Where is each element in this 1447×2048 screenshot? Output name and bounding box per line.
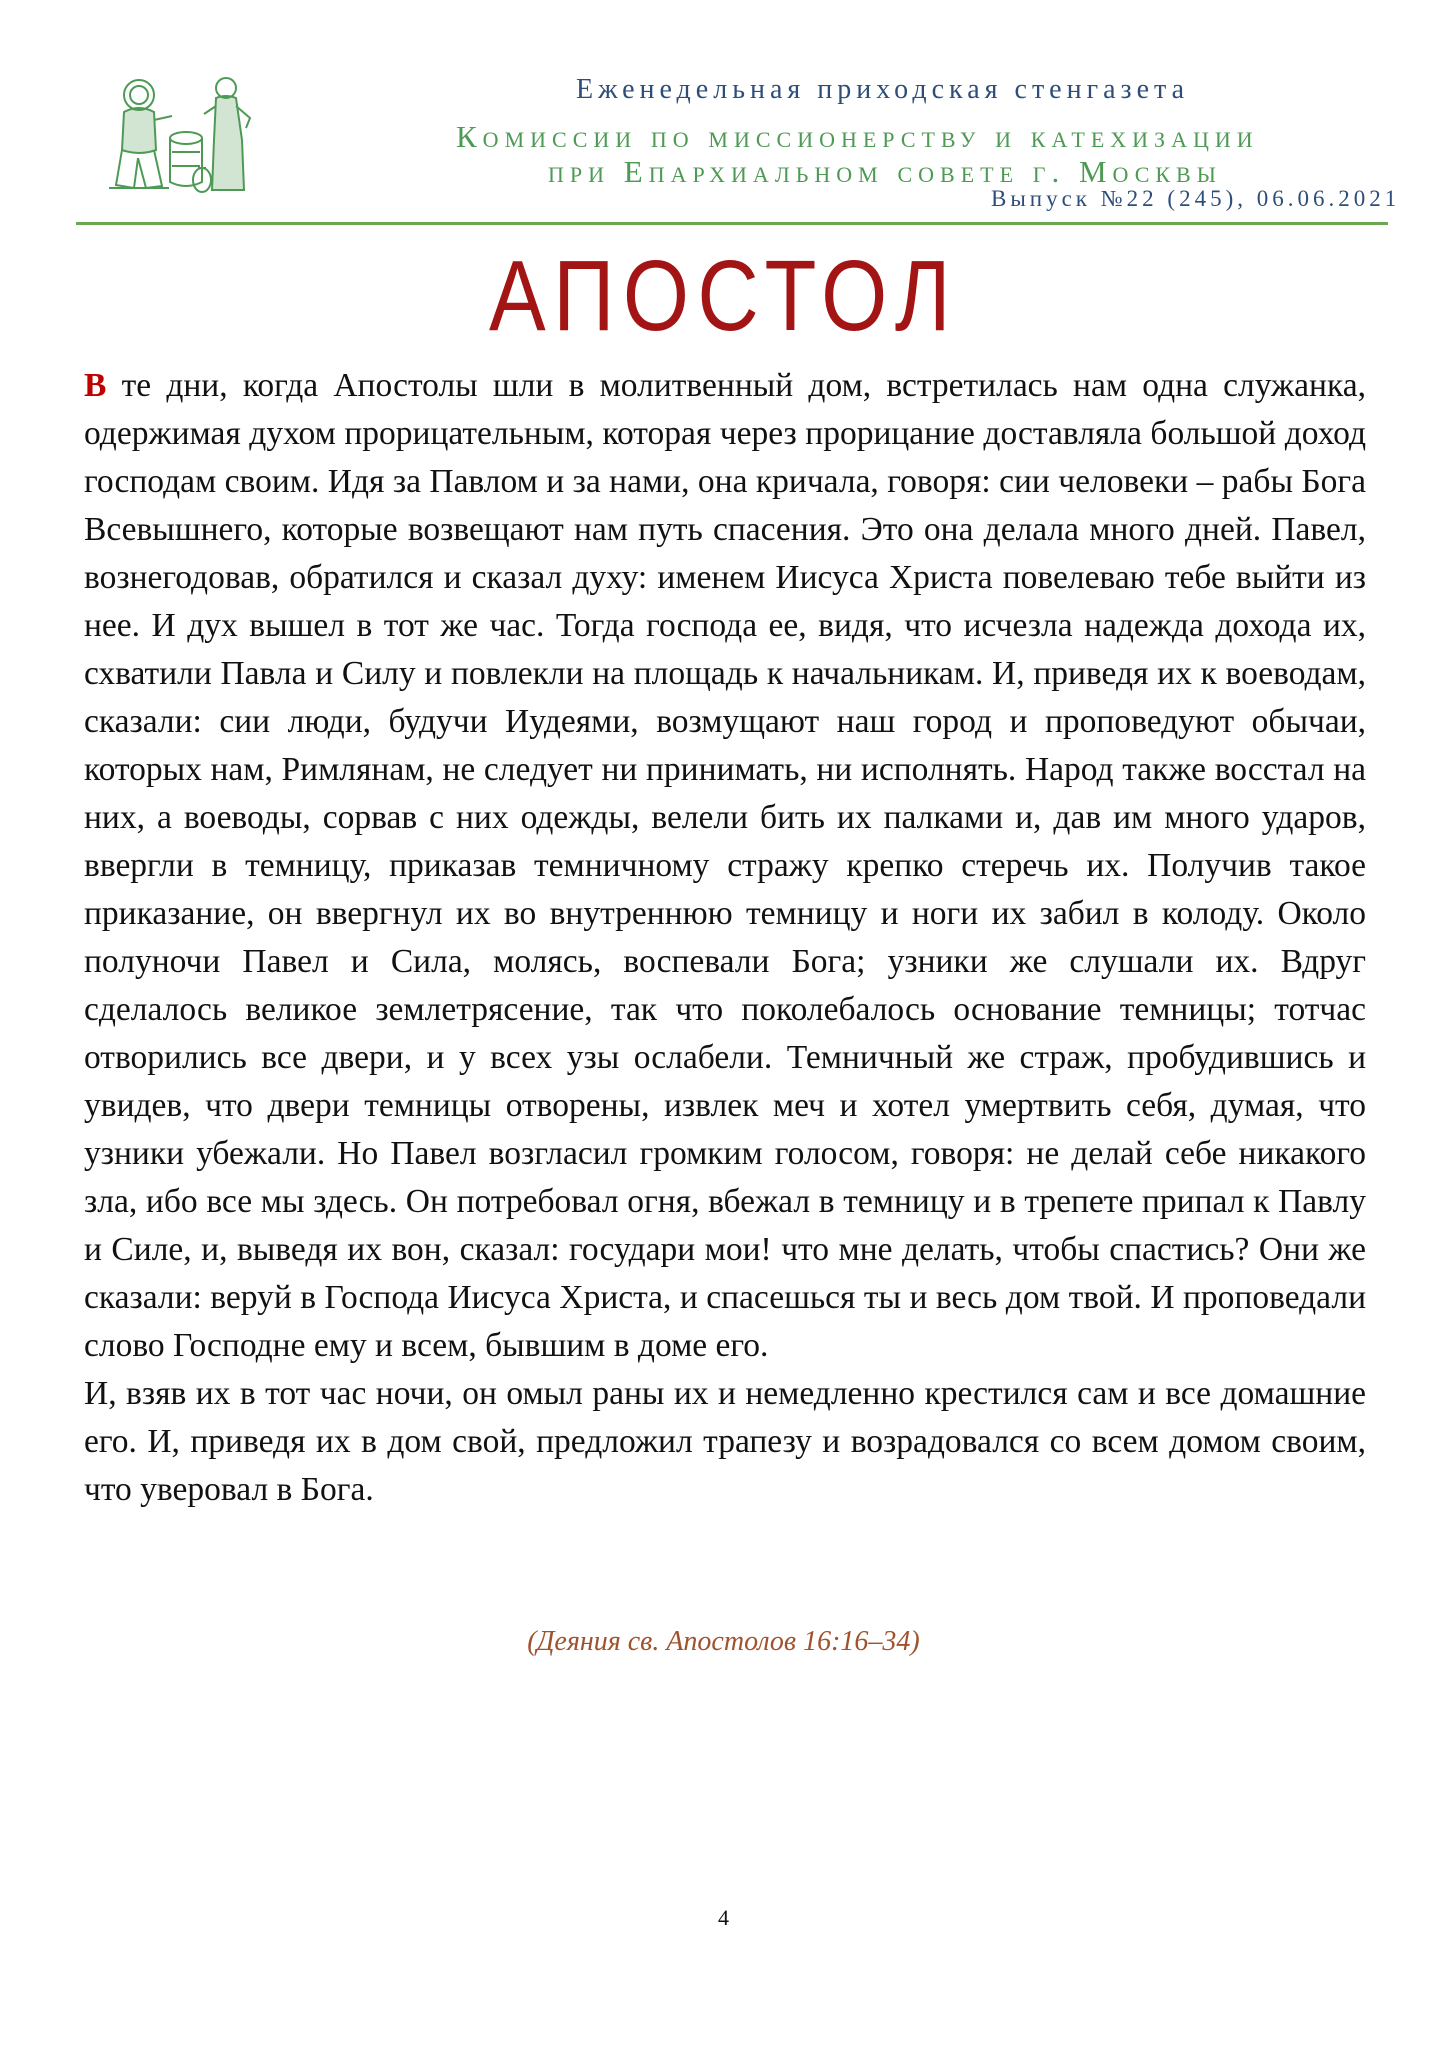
page-header (76, 62, 1401, 224)
page-number: 4 (718, 1905, 729, 1930)
samaritan-woman-at-well-icon (94, 70, 264, 210)
header-divider (76, 222, 1388, 225)
section-title (0, 242, 1447, 352)
paragraph-1 (84, 362, 1366, 1370)
scripture-text (84, 362, 1366, 1514)
header-line-2: Комиссии по миссионерству и катехизации (456, 119, 1259, 154)
page-title: АПОСТОЛ (488, 240, 959, 352)
scripture-citation: (Деяния св. Апостолов 16:16–34) (527, 1626, 920, 1657)
paragraph-1-text: те дни, когда Апостолы шли в молитвенный дом, встретилась нам одна служанка, одержимая духом прорицательным, которая через прорицание доставляла большой доход господам своим. Идя за Павлом и за нами, она кричала, говоря: сии человеки – рабы Бога Всевышнего, которые возвещают нам путь спасения. Это она делала много дней. Павел, вознегодовав, обратился и сказал духу: именем Иисуса Христа повелеваю тебе выйти из нее. И дух вышел в тот же час. Тогда господа ее, видя, что исчезла надежда дохода их, схватили Павла и Силу и повлекли на площадь к начальникам. И, приведя их к воеводам, сказали: сии люди, будучи Иудеями, возмущают наш город и проповедуют обычаи, которых нам, Римлянам, не следует ни принимать, ни исполнять. Народ также восстал на них, а воеводы, сорвав с них одежды, велели бить их палками и, дав им много ударов, ввергли в темницу, приказав темничному стражу крепко стеречь их. Получив такое приказание, он ввергнул их во внутреннюю темницу и ноги их забил в колоду. Около полуночи Павел и Сила, молясь, воспевали Бога; узники же слушали их. Вдруг сделалось великое землетрясение, так что поколебалось основание темницы; тотчас отворились все двери, и у всех узы ослабели. Темничный же страж, пробудившись и увидев, что двери темницы отворены, извлек меч и хотел умертвить себя, думая, что узники убежали. Но Павел возгласил громким голосом, говоря: не делай себе никакого зла, ибо все мы здесь. Он потребовал огня, вбежал в темницу и в трепете припал к Павлу и Силе, и, выведя их вон, сказал: государи мои! что мне делать, чтобы спастись? Они же сказали: веруй в Господа Иисуса Христа, и спасешься ты и весь дом твой. И проповедали слово Господне ему и всем, бывшим в доме его. (84, 367, 1366, 1364)
paragraph-2: И, взяв их в тот час ночи, он омыл раны их и немедленно крестился сам и все домашние его. И, приведя их в дом свой, предложил трапезу и возрадовался со всем домом своим, что уверовал в Бога. (84, 1375, 1366, 1508)
header-line-3: при Епархиальном совете г. Москвы (548, 154, 1222, 189)
issue-info: Выпуск №22 (245), 06.06.2021 (991, 186, 1401, 211)
drop-cap: В (84, 367, 107, 404)
header-line-1: Еженедельная приходская стенгазета (576, 74, 1189, 105)
